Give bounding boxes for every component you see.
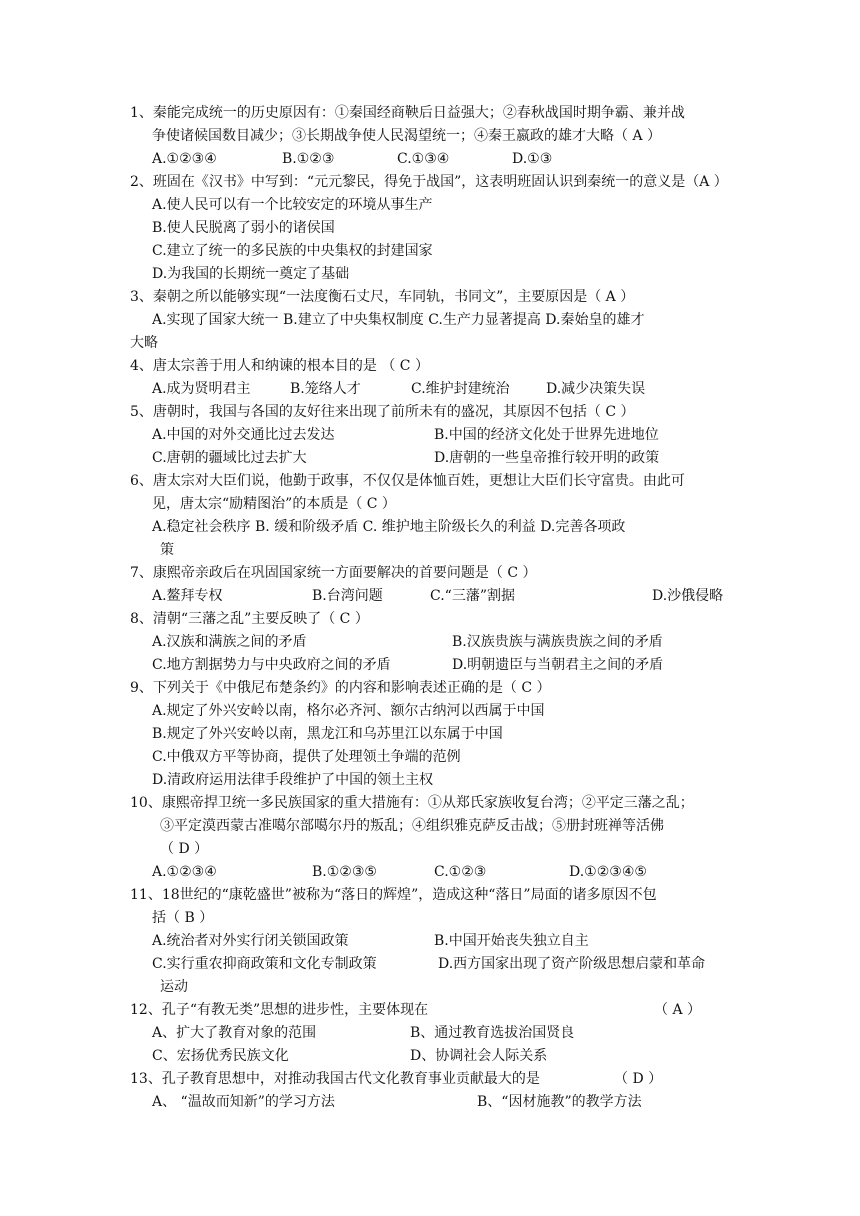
q4-option-c: C.维护封建统治 — [411, 381, 510, 397]
q12-stem-row — [130, 999, 740, 1022]
q2-option-c: C.建立了统一的多民族的中央集权的封建国家 — [152, 243, 433, 259]
q4-option-b: B.笼络人才 — [290, 381, 361, 397]
q13-stem-row — [130, 1068, 740, 1091]
q10-option-a: A.①②③④ — [152, 864, 217, 880]
q13-option-a: A、 “温故而知新”的学习方法 — [152, 1094, 335, 1110]
q11-option-c: C.实行重农抑商政策和文化专制政策 — [152, 956, 377, 972]
q9-option-a: A.规定了外兴安岭以南，格尔必齐河、额尔古纳河以西属于中国 — [152, 703, 545, 719]
q12-options-row2 — [130, 1045, 740, 1068]
q11-options-row1 — [130, 930, 740, 953]
q12-option-a: A、扩大了教育对象的范围 — [152, 1025, 317, 1041]
q12-option-c: C、宏扬优秀民族文化 — [152, 1048, 289, 1064]
q7-options — [130, 585, 740, 608]
q13-options-row1 — [130, 1091, 740, 1114]
q10-stem: 10、康熙帝捍卫统一多民族国家的重大措施有：①从郑氏家族收复台湾；②平定三藩之乱； — [130, 795, 694, 811]
q1-option-d: D.①③ — [512, 151, 553, 167]
q1-stem-cont: 争使诸候国数目减少；③长期战争使人民渴望统一；④秦王嬴政的雄才大略（ A ） — [152, 128, 662, 144]
q8-option-d: D.明朝遗臣与当朝君主之间的矛盾 — [452, 657, 664, 673]
q5-stem: 5、唐朝时，我国与各国的友好往来出现了前所未有的盛况，其原因不包括（ C ） — [130, 404, 635, 420]
q10-options — [130, 861, 740, 884]
q4-options — [130, 378, 740, 401]
q5-options-row2 — [130, 447, 740, 470]
q13-answer: （ D ） — [614, 1071, 663, 1087]
q10-stem-cont: ③平定漠西蒙古准噶尔部噶尔丹的叛乱；④组织雅克萨反击战；⑤册封班禅等活佛 — [160, 818, 664, 834]
q8-stem: 8、清朝“三藩之乱”主要反映了（ C ） — [130, 611, 369, 627]
q11-option-a: A.统治者对外实行闭关锁国政策 — [152, 933, 349, 949]
q13-stem: 13、孔子教育思想中，对推动我国古代文化教育事业贡献最大的是 — [130, 1071, 540, 1087]
q1-option-b: B.①②③ — [282, 151, 335, 167]
q1-stem: 1、秦能完成统一的历史原因有：①秦国经商鞅后日益强大；②春秋战国时期争霸、兼并战 — [130, 105, 685, 121]
q1-options — [130, 148, 740, 171]
q7-option-b: B.台湾问题 — [312, 588, 383, 604]
q2-option-d: D.为我国的长期统一奠定了基础 — [152, 266, 350, 282]
q2-option-b: B.使人民脱离了弱小的诸侯国 — [152, 220, 335, 236]
q8-option-c: C.地方割据势力与中央政府之间的矛盾 — [152, 657, 391, 673]
q12-options-row1 — [130, 1022, 740, 1045]
q8-options-row1 — [130, 631, 740, 654]
q6-stem: 6、唐太宗对大臣们说，他勤于政事，不仅仅是体恤百姓，更想让大臣们长守富贵。由此可 — [130, 473, 685, 489]
q4-option-a: A.成为贤明君主 — [152, 381, 251, 397]
q12-stem: 12、孔子“有教无类”思想的进步性，主要体现在 — [130, 1002, 429, 1018]
q9-option-c: C.中俄双方平等协商，提供了处理领土争端的范例 — [152, 749, 461, 765]
q4-option-d: D.减少决策失误 — [546, 381, 646, 397]
q2-stem: 2、班固在《汉书》中写到：“元元黎民，得免于战国”，这表明班固认识到秦统一的意义是（A ） — [130, 174, 728, 190]
q13-option-b: B、“因材施教”的教学方法 — [477, 1094, 642, 1110]
q11-stem-cont: 括（ B ） — [152, 910, 214, 926]
q7-option-c: C.“三藩”割据 — [430, 588, 515, 604]
q11-option-b: B.中国开始丧失独立自主 — [434, 933, 589, 949]
q11-options-row2 — [130, 953, 740, 976]
q6-options: A.稳定社会秩序 B. 缓和阶级矛盾 C. 维护地主阶级长久的利益 D.完善各项政 — [152, 519, 626, 535]
q4-stem: 4、唐太宗善于用人和纳谏的根本目的是 （ C ） — [130, 358, 429, 374]
question-list — [130, 102, 740, 1114]
q8-option-a: A.汉族和满族之间的矛盾 — [152, 634, 307, 650]
q10-option-d: D.①②③④⑤ — [569, 864, 647, 880]
q3-stem: 3、秦朝之所以能够实现“一法度衡石丈尺，车同轨，书同文”，主要原因是（ A ） — [130, 289, 635, 305]
q6-options-cont: 策 — [160, 542, 174, 558]
q5-option-b: B.中国的经济文化处于世界先进地位 — [434, 427, 659, 443]
q5-option-d: D.唐朝的一些皇帝推行较开明的政策 — [434, 450, 660, 466]
q10-option-c: C.①②③ — [434, 864, 487, 880]
q11-stem: 11、18世纪的“康乾盛世”被称为“落日的辉煌”，造成这种“落日”局面的诸多原因不包 — [130, 887, 657, 903]
q8-option-b: B.汉族贵族与满族贵族之间的矛盾 — [452, 634, 663, 650]
q3-options-cont: 大略 — [130, 335, 158, 351]
q10-option-b: B.①②③⑤ — [312, 864, 377, 880]
q7-option-a: A.鳌拜专权 — [152, 588, 223, 604]
q12-option-d: D、协调社会人际关系 — [410, 1048, 548, 1064]
q3-options: A.实现了国家大统一 B.建立了中央集权制度 C.生产力显著提高 D.秦始皇的雄才 — [152, 312, 645, 328]
q12-answer: （ A ） — [654, 1002, 702, 1018]
q5-option-a: A.中国的对外交通比过去发达 — [152, 427, 335, 443]
q12-option-b: B、通过教育选拔治国贤良 — [410, 1025, 575, 1041]
q5-options-row1 — [130, 424, 740, 447]
q1-option-a: A.①②③④ — [152, 151, 217, 167]
q1-option-c: C.①③④ — [397, 151, 450, 167]
q9-stem: 9、下列关于《中俄尼布楚条约》的内容和影响表述正确的是（ C ） — [130, 680, 551, 696]
q7-option-d: D.沙俄侵略 — [652, 588, 724, 604]
q11-option-d-cont: 运动 — [160, 979, 188, 995]
q2-option-a: A.使人民可以有一个比较安定的环境从事生产 — [152, 197, 433, 213]
q10-answer: （ D ） — [160, 841, 209, 857]
q11-option-d: D.西方国家出现了资产阶级思想启蒙和革命 — [438, 956, 706, 972]
q7-stem: 7、康熙帝亲政后在巩固国家统一方面要解决的首要问题是（ C ） — [130, 565, 537, 581]
q8-options-row2 — [130, 654, 740, 677]
q5-option-c: C.唐朝的疆域比过去扩大 — [152, 450, 307, 466]
q6-stem-cont: 见，唐太宗“励精图治”的本质是（ C ） — [152, 496, 396, 512]
q9-option-d: D.清政府运用法律手段维护了中国的领土主权 — [152, 772, 434, 788]
q9-option-b: B.规定了外兴安岭以南，黑龙江和乌苏里江以东属于中国 — [152, 726, 503, 742]
